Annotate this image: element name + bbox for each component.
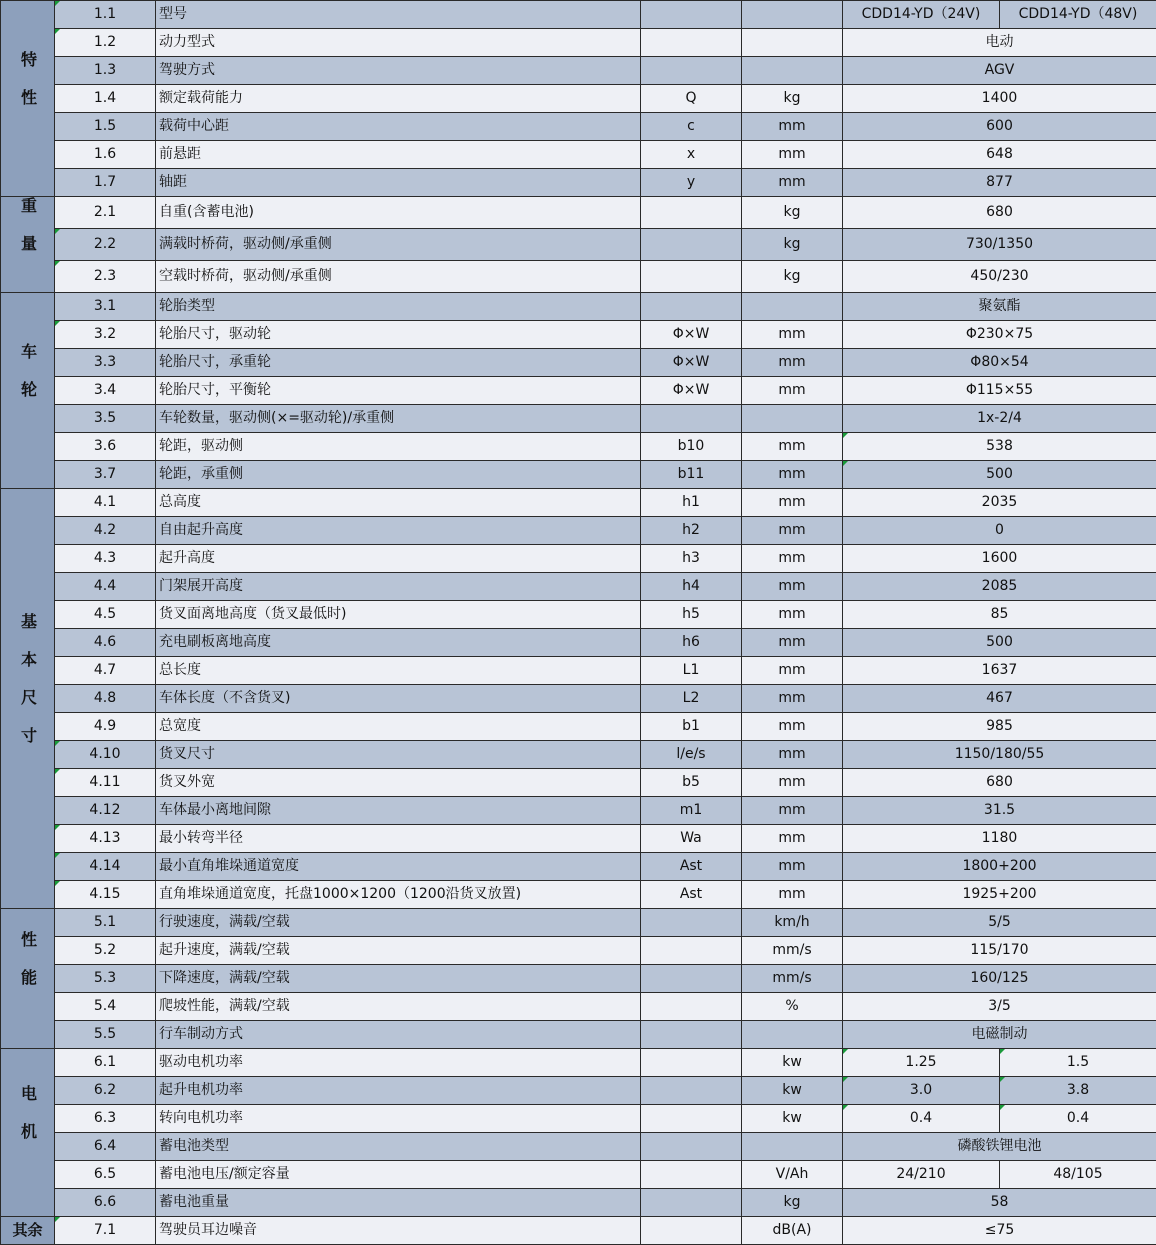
item-value: 31.5 — [843, 797, 1156, 825]
item-number: 4.10 — [55, 741, 156, 769]
item-symbol — [641, 1105, 742, 1133]
item-value: 600 — [843, 113, 1156, 141]
item-symbol — [641, 261, 742, 293]
spec-row — [1, 797, 1156, 825]
item-symbol: y — [641, 169, 742, 197]
item-number: 1.4 — [55, 85, 156, 113]
item-value-48v: 3.8 — [1000, 1077, 1156, 1105]
item-value: Φ230×75 — [843, 321, 1156, 349]
item-symbol: h3 — [641, 545, 742, 573]
item-number: 4.9 — [55, 713, 156, 741]
spec-row — [1, 657, 1156, 685]
item-unit: mm — [742, 377, 843, 405]
item-value: 450/230 — [843, 261, 1156, 293]
item-value: 538 — [843, 433, 1156, 461]
item-number: 4.1 — [55, 489, 156, 517]
item-value: 电动 — [843, 29, 1156, 57]
item-symbol — [641, 293, 742, 321]
spec-row — [1, 293, 1156, 321]
spec-row — [1, 825, 1156, 853]
spec-row — [1, 629, 1156, 657]
spec-row — [1, 517, 1156, 545]
spec-row — [1, 169, 1156, 197]
item-number: 4.2 — [55, 517, 156, 545]
item-value-24v: 3.0 — [843, 1077, 1000, 1105]
spec-row — [1, 853, 1156, 881]
item-name: 行车制动方式 — [156, 1021, 641, 1049]
item-number: 3.4 — [55, 377, 156, 405]
item-symbol — [641, 405, 742, 433]
spec-row — [1, 993, 1156, 1021]
item-unit: mm — [742, 769, 843, 797]
item-symbol — [641, 1133, 742, 1161]
item-unit: V/Ah — [742, 1161, 843, 1189]
spec-row — [1, 405, 1156, 433]
item-symbol: L2 — [641, 685, 742, 713]
item-number: 4.14 — [55, 853, 156, 881]
item-number: 1.5 — [55, 113, 156, 141]
item-value: 1150/180/55 — [843, 741, 1156, 769]
item-unit: mm — [742, 113, 843, 141]
item-value: 5/5 — [843, 909, 1156, 937]
item-value: 2085 — [843, 573, 1156, 601]
item-number: 6.6 — [55, 1189, 156, 1217]
spec-row — [1, 545, 1156, 573]
item-number: 3.6 — [55, 433, 156, 461]
item-symbol: Φ×W — [641, 349, 742, 377]
item-unit: kw — [742, 1105, 843, 1133]
item-unit: mm — [742, 629, 843, 657]
category-label — [1, 489, 55, 909]
item-unit: kg — [742, 261, 843, 293]
item-value: 1x-2/4 — [843, 405, 1156, 433]
item-symbol — [641, 993, 742, 1021]
item-number: 5.3 — [55, 965, 156, 993]
item-number: 1.7 — [55, 169, 156, 197]
item-unit: mm — [742, 517, 843, 545]
item-value-24v: 24/210 — [843, 1161, 1000, 1189]
item-value: 680 — [843, 197, 1156, 229]
item-name: 总长度 — [156, 657, 641, 685]
item-value: 500 — [843, 461, 1156, 489]
item-name: 驾驶方式 — [156, 57, 641, 85]
category-label — [1, 1, 55, 197]
item-unit: mm — [742, 141, 843, 169]
item-name: 轮胎尺寸，平衡轮 — [156, 377, 641, 405]
item-name: 满载时桥荷，驱动侧/承重侧 — [156, 229, 641, 261]
item-unit: kw — [742, 1049, 843, 1077]
item-symbol: h4 — [641, 573, 742, 601]
item-name: 蓄电池电压/额定容量 — [156, 1161, 641, 1189]
item-unit: mm/s — [742, 937, 843, 965]
spec-row — [1, 113, 1156, 141]
item-name: 轮距，驱动侧 — [156, 433, 641, 461]
item-symbol: m1 — [641, 797, 742, 825]
item-unit — [742, 405, 843, 433]
item-number: 6.3 — [55, 1105, 156, 1133]
item-number: 5.2 — [55, 937, 156, 965]
item-name: 载荷中心距 — [156, 113, 641, 141]
category-vertical-text: 基本尺寸 — [20, 613, 36, 765]
spec-row — [1, 909, 1156, 937]
item-number: 4.11 — [55, 769, 156, 797]
item-name: 车体最小离地间隙 — [156, 797, 641, 825]
item-symbol — [641, 197, 742, 229]
item-name: 自由起升高度 — [156, 517, 641, 545]
spec-row — [1, 261, 1156, 293]
item-value: Φ80×54 — [843, 349, 1156, 377]
item-symbol: l/e/s — [641, 741, 742, 769]
item-number: 5.1 — [55, 909, 156, 937]
item-unit — [742, 1133, 843, 1161]
item-number: 2.1 — [55, 197, 156, 229]
item-value-24v: CDD14-YD（24V) — [843, 1, 1000, 29]
spec-row — [1, 685, 1156, 713]
item-symbol: b11 — [641, 461, 742, 489]
item-number: 3.3 — [55, 349, 156, 377]
item-symbol — [641, 229, 742, 261]
item-value-48v: 48/105 — [1000, 1161, 1156, 1189]
spec-row — [1, 601, 1156, 629]
item-number: 4.13 — [55, 825, 156, 853]
spec-row — [1, 489, 1156, 517]
item-number: 4.5 — [55, 601, 156, 629]
item-number: 2.2 — [55, 229, 156, 261]
item-number: 3.2 — [55, 321, 156, 349]
item-unit: mm — [742, 489, 843, 517]
category-vertical-text: 车轮 — [20, 343, 36, 419]
item-value: 648 — [843, 141, 1156, 169]
item-symbol: h2 — [641, 517, 742, 545]
spec-row — [1, 433, 1156, 461]
item-unit: kg — [742, 197, 843, 229]
item-value-48v: 0.4 — [1000, 1105, 1156, 1133]
spec-row — [1, 965, 1156, 993]
item-name: 轮胎类型 — [156, 293, 641, 321]
item-value: 聚氨酯 — [843, 293, 1156, 321]
item-value: AGV — [843, 57, 1156, 85]
category-vertical-text: 性能 — [20, 931, 36, 1007]
item-name: 充电刷板离地高度 — [156, 629, 641, 657]
item-number: 6.4 — [55, 1133, 156, 1161]
category-label — [1, 293, 55, 489]
spec-row — [1, 1021, 1156, 1049]
item-name: 爬坡性能，满载/空载 — [156, 993, 641, 1021]
item-name: 最小转弯半径 — [156, 825, 641, 853]
spec-row — [1, 1105, 1156, 1133]
item-symbol — [641, 1189, 742, 1217]
item-value: 730/1350 — [843, 229, 1156, 261]
item-unit: mm — [742, 685, 843, 713]
item-name: 门架展开高度 — [156, 573, 641, 601]
spec-row — [1, 229, 1156, 261]
item-unit: kw — [742, 1077, 843, 1105]
item-symbol — [641, 57, 742, 85]
item-number: 1.2 — [55, 29, 156, 57]
item-number: 3.1 — [55, 293, 156, 321]
item-symbol: Φ×W — [641, 321, 742, 349]
item-symbol — [641, 937, 742, 965]
spec-row — [1, 1, 1156, 29]
item-name: 驱动电机功率 — [156, 1049, 641, 1077]
item-number: 6.1 — [55, 1049, 156, 1077]
item-number: 4.7 — [55, 657, 156, 685]
item-name: 转向电机功率 — [156, 1105, 641, 1133]
spec-row — [1, 769, 1156, 797]
item-unit: km/h — [742, 909, 843, 937]
item-value: 电磁制动 — [843, 1021, 1156, 1049]
item-value: 160/125 — [843, 965, 1156, 993]
item-unit — [742, 57, 843, 85]
item-name: 总宽度 — [156, 713, 641, 741]
item-number: 4.6 — [55, 629, 156, 657]
item-value: 58 — [843, 1189, 1156, 1217]
item-name: 起升速度，满载/空载 — [156, 937, 641, 965]
item-name: 轮距，承重侧 — [156, 461, 641, 489]
item-name: 动力型式 — [156, 29, 641, 57]
item-name: 起升电机功率 — [156, 1077, 641, 1105]
item-number: 4.4 — [55, 573, 156, 601]
item-name: 货叉面离地高度（货叉最低时) — [156, 601, 641, 629]
item-name: 驾驶员耳边噪音 — [156, 1217, 641, 1245]
item-name: 车轮数量，驱动侧(×=驱动轮)/承重侧 — [156, 405, 641, 433]
item-value: 2035 — [843, 489, 1156, 517]
item-symbol: b10 — [641, 433, 742, 461]
item-symbol — [641, 29, 742, 57]
item-symbol: c — [641, 113, 742, 141]
item-value-48v: 1.5 — [1000, 1049, 1156, 1077]
item-unit: mm — [742, 433, 843, 461]
item-value-48v: CDD14-YD（48V) — [1000, 1, 1156, 29]
category-label: 其余 — [1, 1217, 55, 1245]
category-vertical-text: 特性 — [20, 51, 36, 127]
item-unit: kg — [742, 85, 843, 113]
item-unit — [742, 1021, 843, 1049]
item-name: 行驶速度，满载/空载 — [156, 909, 641, 937]
item-unit: mm — [742, 573, 843, 601]
category-label — [1, 1049, 55, 1217]
item-number: 4.8 — [55, 685, 156, 713]
item-value: 1400 — [843, 85, 1156, 113]
spec-row — [1, 1133, 1156, 1161]
spec-row — [1, 1049, 1156, 1077]
item-name: 总高度 — [156, 489, 641, 517]
item-unit: kg — [742, 1189, 843, 1217]
item-name: 空载时桥荷，驱动侧/承重侧 — [156, 261, 641, 293]
item-symbol: Wa — [641, 825, 742, 853]
item-unit: % — [742, 993, 843, 1021]
spec-row — [1, 1217, 1156, 1245]
item-value: ≤75 — [843, 1217, 1156, 1245]
item-symbol: h5 — [641, 601, 742, 629]
item-unit: mm — [742, 825, 843, 853]
item-symbol: Ast — [641, 881, 742, 909]
item-unit: mm — [742, 545, 843, 573]
item-value: 0 — [843, 517, 1156, 545]
item-symbol — [641, 1021, 742, 1049]
item-symbol: h1 — [641, 489, 742, 517]
item-unit — [742, 1, 843, 29]
item-number: 1.6 — [55, 141, 156, 169]
category-label — [1, 909, 55, 1049]
item-value: 500 — [843, 629, 1156, 657]
item-symbol: x — [641, 141, 742, 169]
item-unit: mm — [742, 713, 843, 741]
item-name: 型号 — [156, 1, 641, 29]
item-value: 1637 — [843, 657, 1156, 685]
item-name: 轮胎尺寸，驱动轮 — [156, 321, 641, 349]
item-unit — [742, 29, 843, 57]
item-number: 4.3 — [55, 545, 156, 573]
item-symbol: Q — [641, 85, 742, 113]
spec-row — [1, 937, 1156, 965]
item-unit: mm — [742, 349, 843, 377]
item-number: 5.5 — [55, 1021, 156, 1049]
item-unit: mm — [742, 853, 843, 881]
spec-row — [1, 573, 1156, 601]
item-symbol — [641, 1077, 742, 1105]
item-symbol — [641, 1217, 742, 1245]
item-name: 轮胎尺寸，承重轮 — [156, 349, 641, 377]
item-value: 85 — [843, 601, 1156, 629]
category-vertical-text: 电机 — [20, 1085, 36, 1161]
item-value: 1925+200 — [843, 881, 1156, 909]
item-number: 2.3 — [55, 261, 156, 293]
item-symbol: Φ×W — [641, 377, 742, 405]
item-symbol — [641, 1, 742, 29]
item-unit: mm — [742, 741, 843, 769]
spec-row — [1, 881, 1156, 909]
item-unit: mm — [742, 657, 843, 685]
item-name: 自重(含蓄电池) — [156, 197, 641, 229]
item-number: 7.1 — [55, 1217, 156, 1245]
spec-row — [1, 29, 1156, 57]
item-unit: mm/s — [742, 965, 843, 993]
item-value: 115/170 — [843, 937, 1156, 965]
item-symbol: L1 — [641, 657, 742, 685]
item-number: 3.7 — [55, 461, 156, 489]
item-unit: mm — [742, 169, 843, 197]
item-unit: kg — [742, 229, 843, 261]
item-unit: mm — [742, 321, 843, 349]
category-label — [1, 197, 55, 293]
item-value: 1180 — [843, 825, 1156, 853]
spec-row — [1, 461, 1156, 489]
spec-row — [1, 321, 1156, 349]
item-unit: dB(A) — [742, 1217, 843, 1245]
item-value: 985 — [843, 713, 1156, 741]
item-symbol: h6 — [641, 629, 742, 657]
spec-row — [1, 713, 1156, 741]
item-value-24v: 1.25 — [843, 1049, 1000, 1077]
spec-row — [1, 1077, 1156, 1105]
item-number: 1.3 — [55, 57, 156, 85]
item-number: 6.5 — [55, 1161, 156, 1189]
item-value: 1600 — [843, 545, 1156, 573]
spec-row — [1, 85, 1156, 113]
item-symbol: b1 — [641, 713, 742, 741]
item-number: 4.15 — [55, 881, 156, 909]
item-name: 前悬距 — [156, 141, 641, 169]
item-unit: mm — [742, 601, 843, 629]
item-value-24v: 0.4 — [843, 1105, 1000, 1133]
item-value: 1800+200 — [843, 853, 1156, 881]
spec-row — [1, 141, 1156, 169]
item-value: 磷酸铁锂电池 — [843, 1133, 1156, 1161]
item-number: 5.4 — [55, 993, 156, 1021]
item-symbol — [641, 909, 742, 937]
item-number: 6.2 — [55, 1077, 156, 1105]
spec-row — [1, 57, 1156, 85]
item-value: 877 — [843, 169, 1156, 197]
item-number: 4.12 — [55, 797, 156, 825]
category-vertical-text: 重量 — [20, 197, 36, 273]
item-name: 货叉尺寸 — [156, 741, 641, 769]
spec-table-body — [1, 1, 1156, 1245]
item-value: 680 — [843, 769, 1156, 797]
item-name: 轴距 — [156, 169, 641, 197]
item-name: 车体长度（不含货叉) — [156, 685, 641, 713]
spec-row — [1, 1189, 1156, 1217]
item-symbol: b5 — [641, 769, 742, 797]
item-name: 额定载荷能力 — [156, 85, 641, 113]
item-name: 蓄电池类型 — [156, 1133, 641, 1161]
item-symbol — [641, 965, 742, 993]
spec-row — [1, 1161, 1156, 1189]
spec-row — [1, 741, 1156, 769]
item-number: 1.1 — [55, 1, 156, 29]
item-symbol — [641, 1161, 742, 1189]
item-unit — [742, 293, 843, 321]
item-value: 3/5 — [843, 993, 1156, 1021]
spec-row — [1, 197, 1156, 229]
item-value: Φ115×55 — [843, 377, 1156, 405]
item-name: 货叉外宽 — [156, 769, 641, 797]
item-name: 起升高度 — [156, 545, 641, 573]
spec-row — [1, 377, 1156, 405]
item-name: 下降速度，满载/空载 — [156, 965, 641, 993]
item-symbol: Ast — [641, 853, 742, 881]
item-name: 直角堆垛通道宽度，托盘1000×1200（1200沿货叉放置) — [156, 881, 641, 909]
item-symbol — [641, 1049, 742, 1077]
spec-row — [1, 349, 1156, 377]
item-name: 蓄电池重量 — [156, 1189, 641, 1217]
item-unit: mm — [742, 797, 843, 825]
item-value: 467 — [843, 685, 1156, 713]
item-unit: mm — [742, 461, 843, 489]
item-name: 最小直角堆垛通道宽度 — [156, 853, 641, 881]
item-unit: mm — [742, 881, 843, 909]
item-number: 3.5 — [55, 405, 156, 433]
